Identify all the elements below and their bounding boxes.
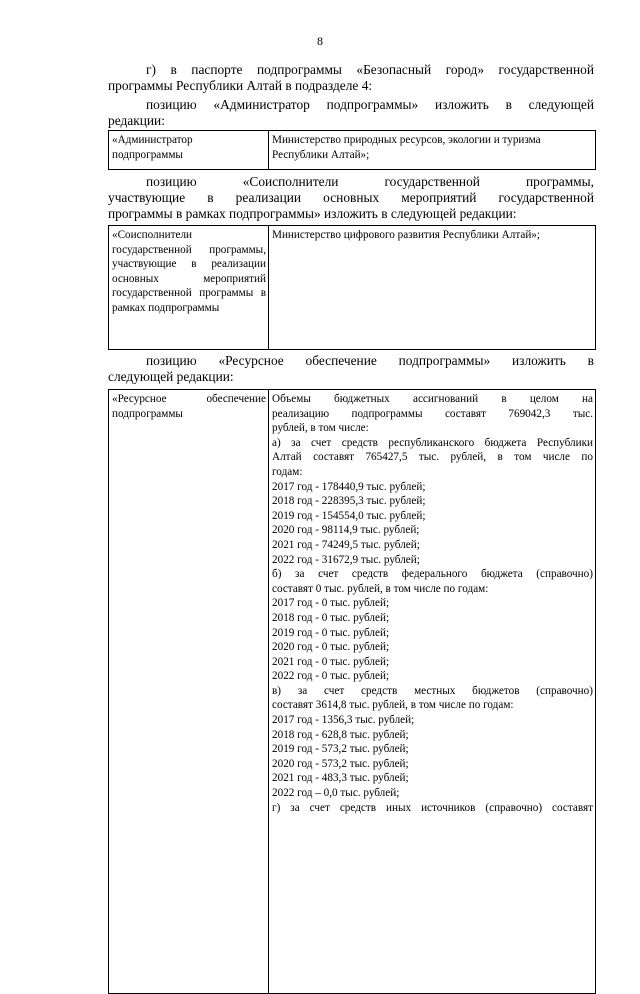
funding-line: рублей, в том числе: [272, 422, 369, 435]
funding-line: 2022 год - 31672,9 тыс. рублей; [272, 553, 420, 566]
funding-line: 2017 год - 1356,3 тыс. рублей; [272, 714, 415, 727]
block3-instruction-line-2: следующей редакции: [108, 369, 234, 384]
resource-support-value-cell [269, 390, 596, 994]
funding-line: 2021 год - 74249,5 тыс. рублей; [272, 538, 420, 551]
block1-instruction-line-1: позицию «Администратор подпрограммы» изложить в следующей [146, 97, 594, 112]
funding-line: 2017 год - 178440,9 тыс. рублей; [272, 480, 426, 493]
funding-line: г) за счет средств иных источников (справочно) составят [272, 801, 593, 814]
funding-line: 2021 год - 483,3 тыс. рублей; [272, 772, 409, 785]
funding-line: 2021 год - 0 тыс. рублей; [272, 655, 390, 668]
funding-line: 2018 год - 0 тыс. рублей; [272, 611, 390, 624]
block2-instruction-line-2: участвующие в реализации основных мероприятий государственной [108, 190, 594, 205]
funding-line: реализацию подпрограммы составят 769042,3 тыс. [272, 407, 593, 420]
intro-line-1: г) в паспорте подпрограммы «Безопасный город» государственной [146, 62, 594, 77]
co-executors-value-cell: Министерство цифрового развития Республики Алтай»; [269, 226, 596, 350]
funding-line: составят 3614,8 тыс. рублей, в том числе по годам: [272, 699, 514, 712]
block2-instruction-line-1: позицию «Соисполнители государственной программы, [146, 174, 594, 189]
funding-line: Алтай составят 765427,5 тыс. рублей, в том числе по [272, 451, 593, 464]
funding-line: годам: [272, 465, 303, 478]
funding-line: составят 0 тыс. рублей, в том числе по годам: [272, 582, 489, 595]
funding-line: 2020 год - 98114,9 тыс. рублей; [272, 524, 420, 537]
table-row [109, 390, 596, 994]
block1-instruction-line-2: редакции: [108, 113, 165, 128]
funding-line: 2019 год - 0 тыс. рублей; [272, 626, 390, 639]
administrator-value-cell: Министерство природных ресурсов, экологии и туризма Республики Алтай»; [269, 131, 596, 170]
funding-line: 2018 год - 628,8 тыс. рублей; [272, 728, 409, 741]
funding-line: 2017 год - 0 тыс. рублей; [272, 597, 390, 610]
funding-line: 2022 год – 0,0 тыс. рублей; [272, 787, 400, 800]
co-executors-label-cell: «Соисполнители государственной программы, участвующие в реализации основных мероприятий государственной программы в рамках подпрограммы [109, 226, 269, 350]
funding-line: 2018 год - 228395,3 тыс. рублей; [272, 495, 426, 508]
funding-line: 2022 год - 0 тыс. рублей; [272, 670, 390, 683]
funding-line: а) за счет средств республиканского бюджета Республики [272, 436, 593, 449]
resource-support-label-cell: «Ресурсное обеспечение подпрограммы [109, 390, 269, 994]
resource-support-table [108, 389, 596, 994]
block2-instruction-line-3: программы в рамках подпрограммы» изложить в следующей редакции: [108, 206, 517, 221]
page-number: 8 [317, 34, 323, 48]
block3-instruction-line-1: позицию «Ресурсное обеспечение подпрограммы» изложить в [146, 353, 594, 368]
funding-line: 2019 год - 573,2 тыс. рублей; [272, 743, 409, 756]
funding-line: б) за счет средств федерального бюджета (справочно) [272, 568, 593, 581]
co-executors-table [108, 225, 596, 350]
funding-line: Объемы бюджетных ассигнований в целом на [272, 393, 593, 405]
administrator-label-cell: «Администратор подпрограммы [109, 131, 269, 170]
intro-line-2: программы Республики Алтай в подразделе 4: [108, 78, 373, 93]
funding-line: 2020 год - 0 тыс. рублей; [272, 641, 390, 654]
funding-line: в) за счет средств местных бюджетов (справочно) [272, 684, 593, 697]
funding-line: 2020 год - 573,2 тыс. рублей; [272, 757, 409, 770]
table-row [109, 131, 596, 170]
table-row [109, 226, 596, 350]
funding-line: 2019 год - 154554,0 тыс. рублей; [272, 509, 426, 522]
administrator-table [108, 130, 596, 170]
